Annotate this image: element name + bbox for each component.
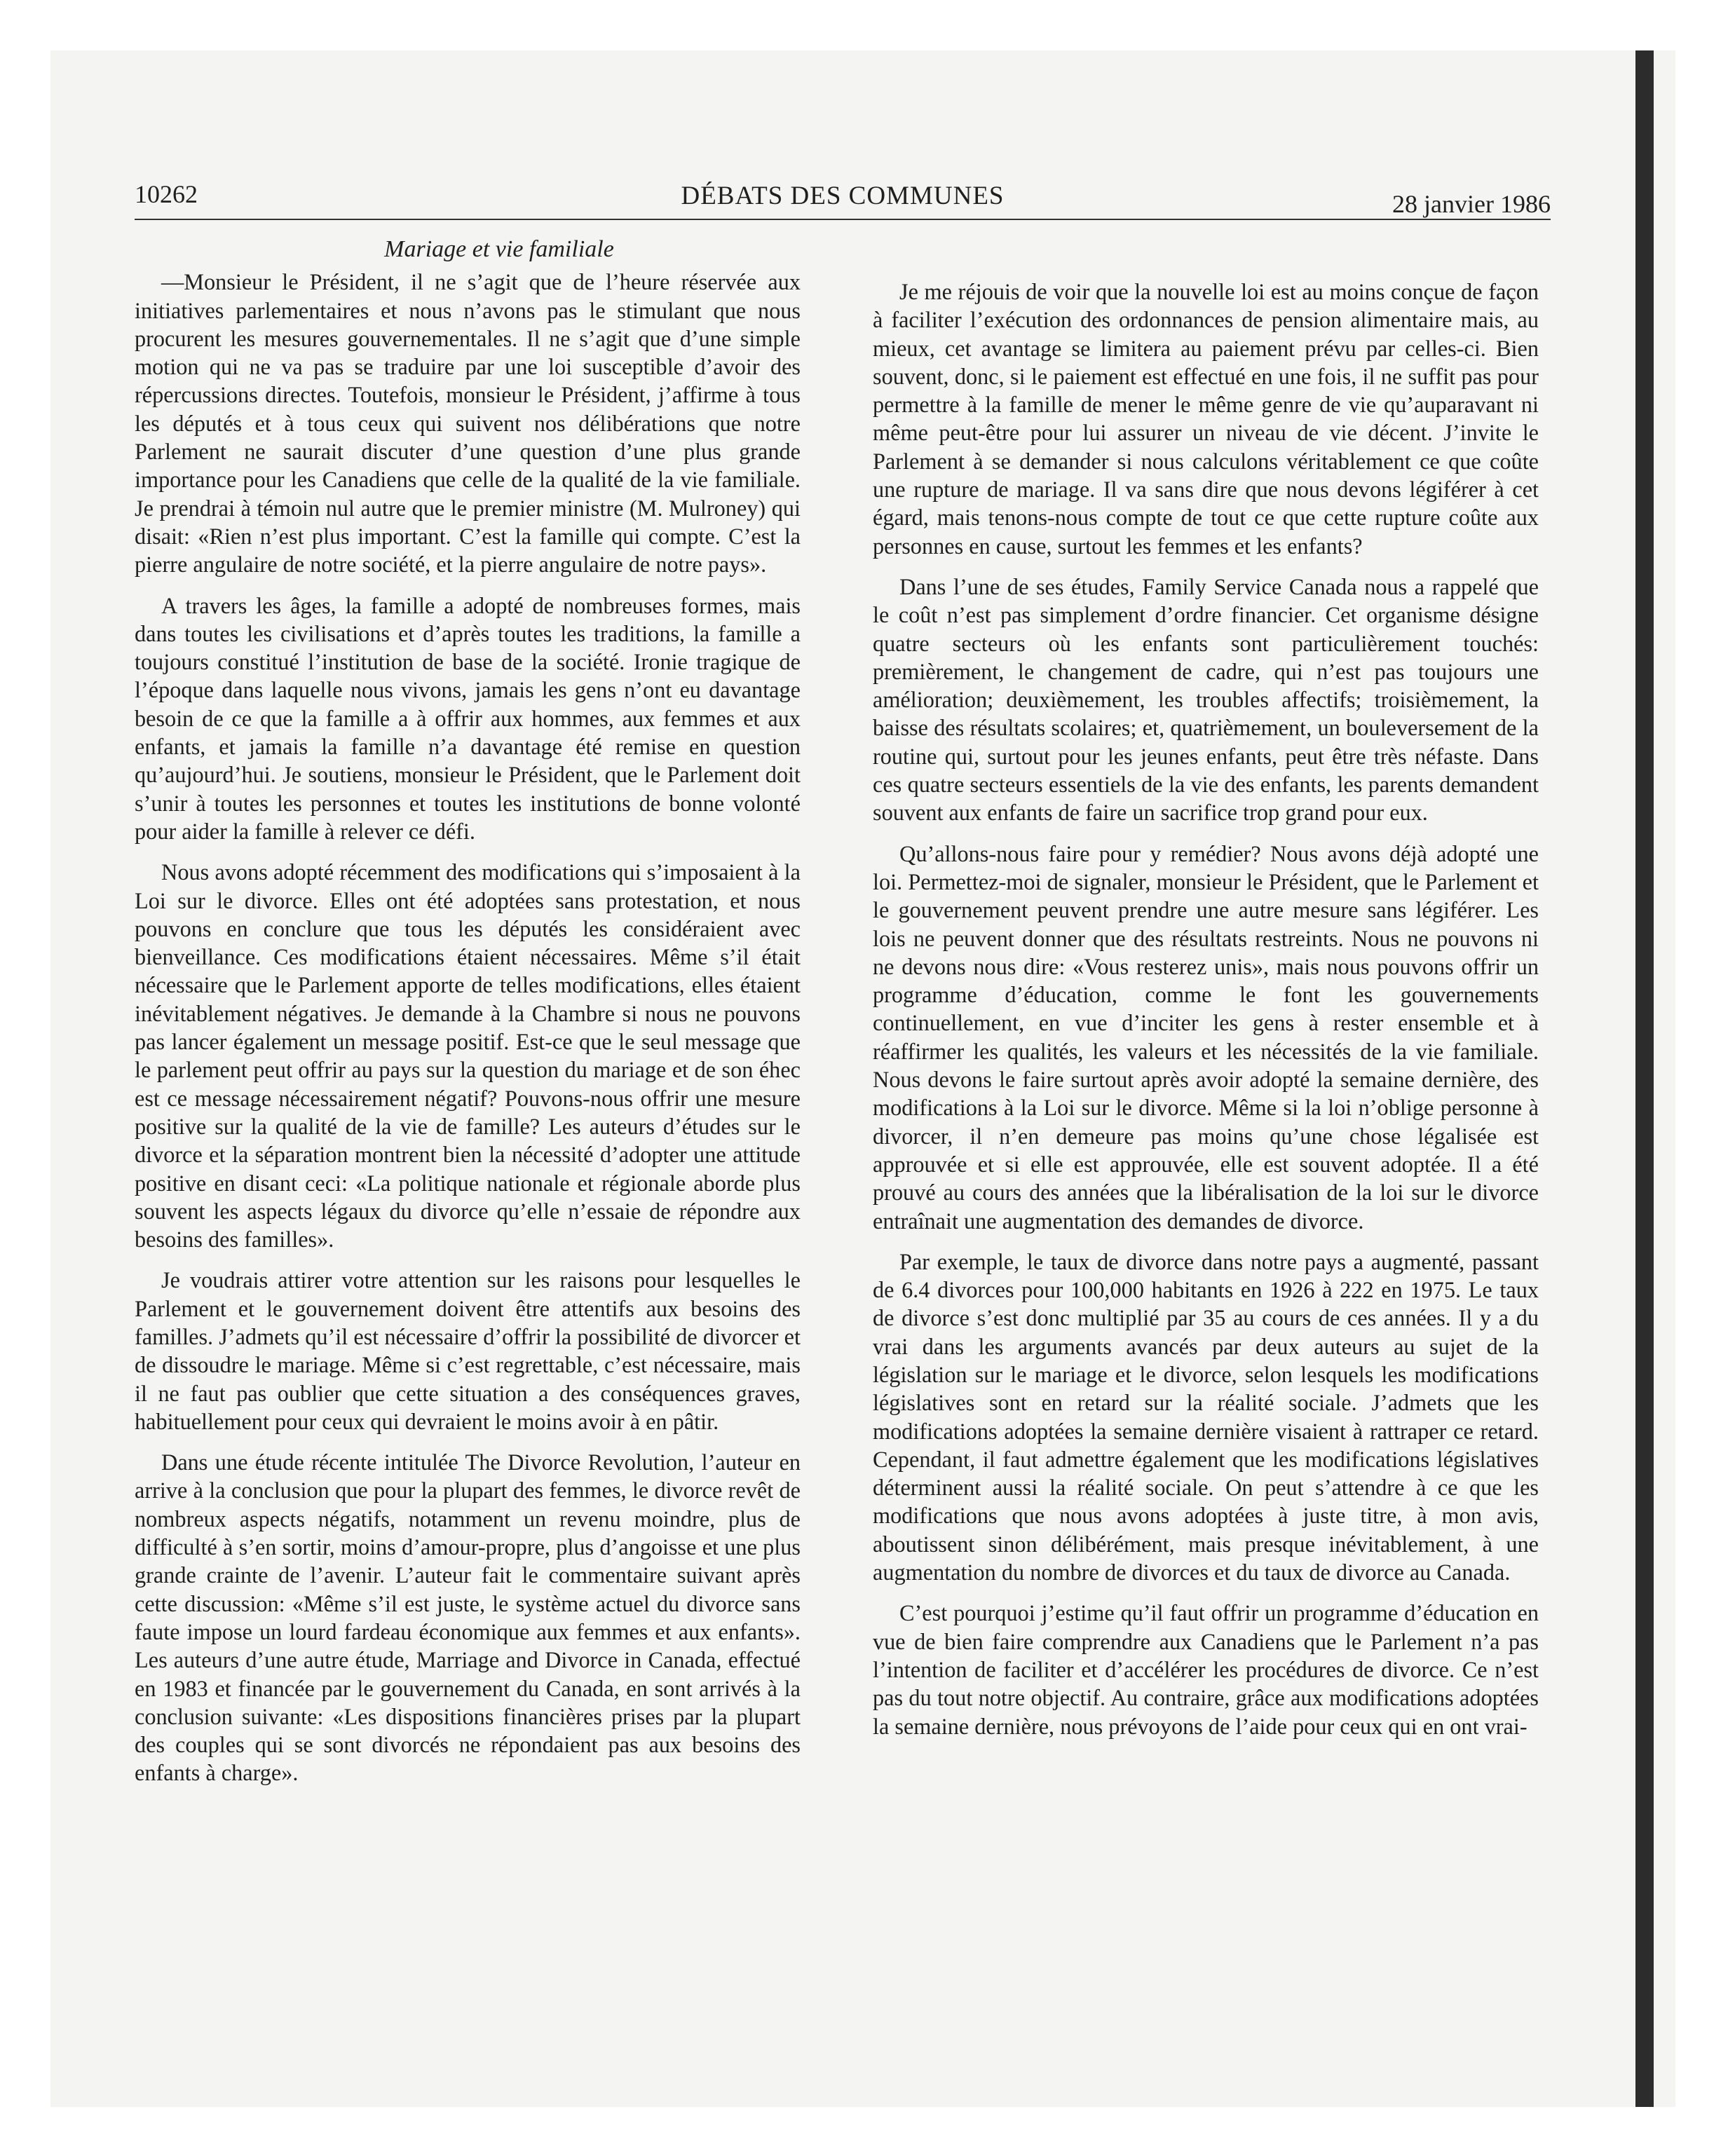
- paragraph: A travers les âges, la famille a adopté de nombreuses formes, mais dans toutes les civilisations et d’après toutes les traditions, la famille a toujours constitué l’institution de base de la société. Ironie tragique de l’époque dans laquelle nous vivons, jamais les gens n’ont eu davantage besoin de ce que la famille a à offrir aux hommes, aux femmes et aux enfants, et jamais la famille n’a davantage été remise en question qu’aujourd’hui. Je soutiens, monsieur le Président, que le Parlement doit s’unir à toutes les personnes et toutes les institutions de bonne volonté pour aider la famille à relever ce défi.: [135, 592, 801, 844]
- page-header: [135, 179, 1551, 220]
- page-number: 10262: [135, 180, 198, 208]
- paragraph: C’est pourquoi j’estime qu’il faut offrir un programme d’éducation en vue de bien faire comprendre aux Canadiens que le Parlement n’a pas l’intention de faciliter et d’accélérer les procédures de divorce. Ce n’est pas du tout notre objectif. Au contraire, grâce aux modifications adoptées la semaine dernière, nous prévoyons de l’aide pour ceux qui en ont vrai-: [873, 1600, 1539, 1739]
- publication-title: DÉBATS DES COMMUNES: [681, 182, 1005, 210]
- right-column: [873, 278, 1539, 1753]
- paragraph: Qu’allons-nous faire pour y remédier? Nous avons déjà adopté une loi. Permettez-moi de signaler, monsieur le Président, que le Parlement et le gouvernement peuvent prendre une autre mesure sans légiférer. Les lois ne peuvent donner que des résultats restreints. Nous ne pouvons ni ne devons nous dire: «Vous resterez unis», mais nous pouvons offrir un programme d’éducation, comme le font les gouvernements continuellement, en vue d’inciter les gens à rester ensemble et à réaffirmer les qualités, les valeurs et les nécessités de la vie familiale. Nous devons le faire surtout après avoir adopté la semaine dernière, des modifications à la Loi sur le divorce. Même si la loi n’oblige personne à divorcer, il n’en demeure pas moins qu’une chose légalisée est approuvée et si elle est approuvée, elle est souvent adoptée. Il a été prouvé au cours des années que la libéralisation de la loi sur le divorce entraînait une augmentation des demandes de divorce.: [873, 840, 1539, 1234]
- paragraph: Je voudrais attirer votre attention sur les raisons pour lesquelles le Parlement et le gouvernement doivent être attentifs aux besoins des familles. J’admets qu’il est nécessaire d’offrir la possibilité de divorcer et de dissoudre le mariage. Même si c’est regrettable, c’est nécessaire, mais il ne faut pas oublier que cette situation a des conséquences graves, habituellement pour ceux qui devraient le moins avoir à en pâtir.: [135, 1267, 801, 1434]
- section-title: Mariage et vie familiale: [384, 236, 614, 262]
- paragraph: Dans l’une de ses études, Family Service Canada nous a rappelé que le coût n’est pas simplement d’ordre financier. Cet organisme désigne quatre secteurs où les enfants sont particulièrement touchés: premièrement, le changement de cadre, qui n’est pas toujours une amélioration; deuxièmement, les troubles affectifs; troisièmement, la baisse des résultats scolaires; et, quatrièmement, un bouleversement de la routine qui, surtout pour les jeunes enfants, peut être très néfaste. Dans ces quatre secteurs essentiels de la vie des enfants, les parents demandent souvent aux enfants de faire un sacrifice trop grand pour eux.: [873, 573, 1539, 826]
- paragraph: Dans une étude récente intitulée The Divorce Revolution, l’auteur en arrive à la conclusion que pour la plupart des femmes, le divorce revêt de nombreux aspects négatifs, notamment un revenu moindre, plus de difficulté à s’en sortir, moins d’amour-propre, plus d’angoisse et une plus grande crainte de l’avenir. L’auteur fait le commentaire suivant après cette discussion: «Même s’il est juste, le système actuel du divorce sans faute impose un lourd fardeau économique aux femmes et aux enfants». Les auteurs d’une autre étude, Marriage and Divorce in Canada, effectué en 1983 et financée par le gouvernement du Canada, en sont arrivés à la conclusion suivante: «Les dispositions financières prises par la plupart des couples qui se sont divorcés ne répondaient pas aux besoins des enfants à charge».: [135, 1449, 801, 1786]
- paragraph: Par exemple, le taux de divorce dans notre pays a augmenté, passant de 6.4 divorces pour 100,000 habitants en 1926 à 222 en 1975. Le taux de divorce s’est donc multiplié par 35 au cours de ces années. Il y a du vrai dans les arguments avancés par deux auteurs au sujet de la législation sur le mariage et le divorce, selon lesquels les modifications législatives sont en retard sur la réalité sociale. J’admets que les modifications adoptées la semaine dernière visaient à rattraper ce retard. Cependant, il faut admettre également que les modifications législatives déterminent aussi la réalité sociale. On peut s’attendre à ce que les modifications que nous avons adoptées à juste titre, à mon avis, aboutissent sinon délibérément, mais presque inévitablement, à une augmentation du nombre de divorces et du taux de divorce au Canada.: [873, 1248, 1539, 1585]
- left-column: [135, 236, 801, 1800]
- paragraph: Nous avons adopté récemment des modifications qui s’imposaient à la Loi sur le divorce. Elles ont été adoptées sans protestation, et nous pouvons en conclure que tous les députés les considéraient avec bienveillance. Ces modifications étaient nécessaires. Même s’il était nécessaire que le Parlement apporte de telles modifications, elles étaient inévitablement négatives. Je demande à la Chambre si nous ne pouvons pas lancer également un message positif. Est-ce que le seul message que le parlement peut offrir au pays sur la question du mariage et de son éhec est ce message nécessairement négatif? Pouvons-nous offrir une mesure positive sur la qualité de la vie de famille? Les auteurs d’études sur le divorce et la séparation montrent bien la nécessité d’adopter une attitude positive en disant ceci: «La politique nationale et régionale aborde plus souvent les aspects légaux du divorce qu’elle n’essaie de répondre aux besoins des familles».: [135, 859, 801, 1253]
- publication-date: 28 janvier 1986: [1392, 190, 1551, 218]
- scan-edge-shadow: [1635, 50, 1654, 2107]
- paragraph: —Monsieur le Président, il ne s’agit que de l’heure réservée aux initiatives parlementaires et nous n’avons pas le stimulant que nous procurent les mesures gouvernementales. Il ne s’agit que d’une simple motion qui ne va pas se traduire par une loi susceptible d’avoir des répercussions directes. Toutefois, monsieur le Président, j’affirme à tous les députés et à tous ceux qui suivent nos délibérations que notre Parlement ne saurait discuter d’une question d’une plus grande importance pour les Canadiens que celle de la qualité de la vie familiale. Je prendrai à témoin nul autre que le premier ministre (M. Mulroney) qui disait: «Rien n’est plus important. C’est la famille qui compte. C’est la pierre angulaire de notre société, et la pierre angulaire de notre pays».: [135, 269, 801, 578]
- paragraph: Je me réjouis de voir que la nouvelle loi est au moins conçue de façon à faciliter l’exécution des ordonnances de pension alimentaire mais, au mieux, cet avantage se limitera au paiement prévu par celles-ci. Bien souvent, donc, si le paiement est effectué en une fois, il ne suffit pas pour permettre à la famille de mener le même genre de vie qu’auparavant ni même peut-être pour lui assurer un niveau de vie décent. J’invite le Parlement à se demander si nous calculons véritablement ce que coûte une rupture de mariage. Il va sans dire que nous devons légiférer à cet égard, mais tenons-nous compte de tout ce que cette rupture coûte aux personnes en cause, surtout les femmes et les enfants?: [873, 279, 1539, 559]
